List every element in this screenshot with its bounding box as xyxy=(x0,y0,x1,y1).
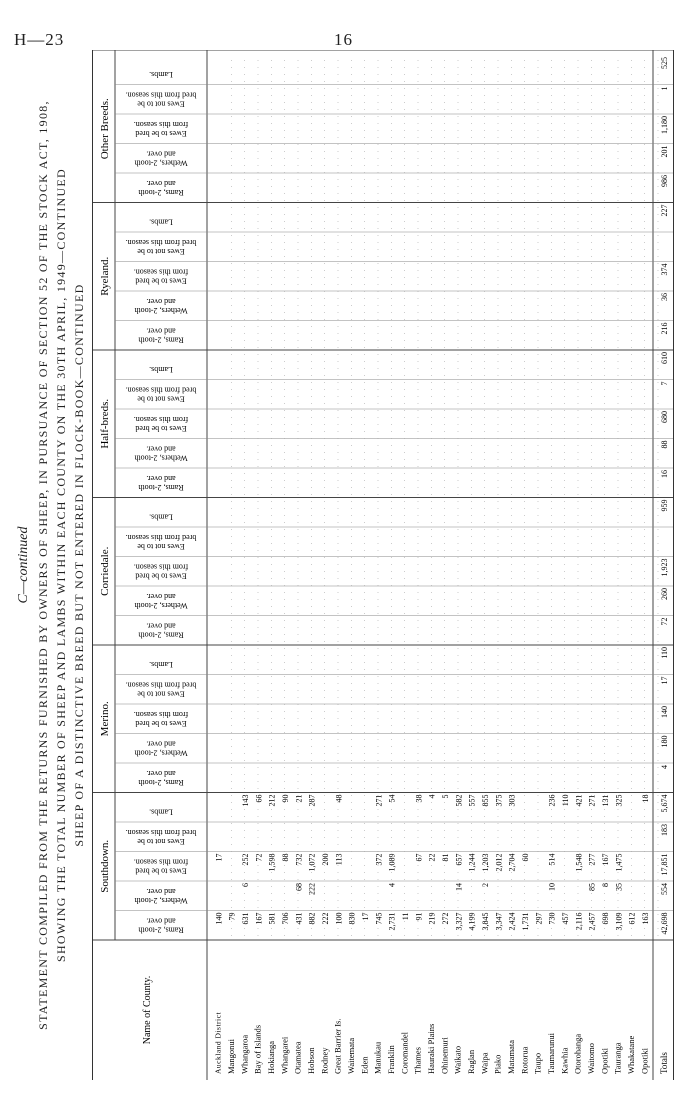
table-cell: 54 xyxy=(387,794,397,803)
table-cell: 325 xyxy=(614,794,624,807)
subcolumn-header-line: Ewes not to be xyxy=(137,689,185,699)
subcolumn-header-line: bred from this season. xyxy=(125,385,197,395)
table-cell: 5 xyxy=(441,794,450,799)
subcolumn-header-line: from this season. xyxy=(133,562,189,572)
county-name: Piako xyxy=(492,1054,503,1074)
subcolumn-header-line: Lambs. xyxy=(149,807,173,817)
table-cell: 1,244 xyxy=(467,853,477,872)
table-cell: 4,199 xyxy=(467,912,477,931)
table-cell: 11 xyxy=(401,912,410,921)
table-cell: 1,089 xyxy=(387,853,397,872)
subcolumn-header xyxy=(138,326,183,344)
subcolumn-header-line: bred from this season. xyxy=(125,827,197,837)
subcolumn-header-line: bred from this season. xyxy=(125,237,197,247)
subcolumn-header xyxy=(126,828,197,846)
table-cell: 35 xyxy=(614,883,624,891)
totals-cell: 374 xyxy=(660,263,669,276)
table-cell: 303 xyxy=(507,794,517,807)
subcolumn-header-line: Lambs. xyxy=(149,512,173,522)
subcolumn-header-line: Wethers, 2-tooth xyxy=(134,895,188,905)
county-name: Waikato xyxy=(452,1045,463,1074)
table-cell: 140 xyxy=(214,912,224,925)
subcolumn-header xyxy=(134,267,188,285)
totals-cell: 554 xyxy=(660,883,669,895)
subcolumn-header-line: and over. xyxy=(146,768,176,778)
table-cell: 81 xyxy=(441,853,450,862)
subcolumn-header-line: Ewes to be bred xyxy=(135,128,187,138)
totals-cell: 17,851 xyxy=(660,853,669,876)
subcolumn-header-line: bred from this season. xyxy=(125,680,197,690)
subcolumn-header-line: from this season. xyxy=(133,267,189,277)
table-cell: 1,203 xyxy=(481,853,490,872)
subcolumn-header xyxy=(134,120,188,138)
county-name: Hokianga xyxy=(266,1040,276,1074)
table-cell: 855 xyxy=(481,794,490,807)
title-line-1: STATEMENT COMPILED FROM THE RETURNS FURNISHED BY OWNERS OF SHEEP, IN PURSUANCE OF SECTION 52 OF THE STOCK ACT, 1908, xyxy=(36,100,50,1030)
totals-cell: 88 xyxy=(660,440,669,449)
county-name: Waitomo xyxy=(586,1043,596,1074)
table-cell: 60 xyxy=(521,853,530,862)
table-cell: 277 xyxy=(587,853,597,866)
table-cell: 38 xyxy=(414,794,424,803)
table-cell: 21 xyxy=(294,794,304,803)
table-cell: 90 xyxy=(281,794,290,803)
subcolumn-header xyxy=(149,807,173,816)
table-cell: 8 xyxy=(601,883,610,887)
table-cell: 85 xyxy=(587,883,597,891)
totals-cell: 1,180 xyxy=(660,116,669,134)
table-cell: 2,012 xyxy=(494,853,504,872)
table-cell: 2,424 xyxy=(507,912,517,931)
totals-cell: 1 xyxy=(660,86,669,91)
table-grid xyxy=(93,50,673,1080)
table-cell: 3,327 xyxy=(454,912,464,931)
subcolumn-header xyxy=(126,90,197,108)
table-cell: 372 xyxy=(374,853,384,866)
table-cell: 18 xyxy=(641,794,650,803)
table-cell: 657 xyxy=(454,853,464,866)
county-name: Thames xyxy=(412,1047,423,1074)
subcolumn-header-line: Wethers, 2-tooth xyxy=(134,158,188,168)
totals-cell: 610 xyxy=(660,352,669,364)
table-cell: 79 xyxy=(227,912,237,921)
table-cell: 732 xyxy=(294,853,304,866)
table-cell: 698 xyxy=(601,912,610,925)
totals-cell: 227 xyxy=(660,204,669,217)
county-name: Hobson xyxy=(306,1047,316,1074)
table-cell: 6 xyxy=(241,883,250,887)
county-header: Name of County. xyxy=(142,975,153,1045)
subcolumn-header-line: Ewes not to be xyxy=(137,394,185,404)
table-cell: 882 xyxy=(307,912,317,925)
totals-cell: 42,698 xyxy=(660,912,669,935)
totals-cell: 180 xyxy=(660,735,669,748)
table-cell: 219 xyxy=(427,912,437,925)
subcolumn-header xyxy=(126,385,197,403)
table-cell: 222 xyxy=(321,912,330,925)
table-cell: 297 xyxy=(534,912,544,925)
subcolumn-header-line: and over. xyxy=(146,886,176,896)
county-name: Otorohanga xyxy=(572,1033,583,1074)
sheep-statistics-table xyxy=(92,50,674,1080)
county-name: Hauraki Plains xyxy=(426,1023,436,1074)
table-cell: 1,475 xyxy=(614,853,624,872)
totals-cell: 72 xyxy=(660,617,669,626)
table-cell: 431 xyxy=(294,912,304,925)
county-name: Great Barrier Is. xyxy=(332,1018,343,1074)
subcolumn-header xyxy=(126,238,197,256)
table-cell: 514 xyxy=(547,853,557,866)
table-cell: 457 xyxy=(561,912,570,925)
county-name: Rodney xyxy=(319,1047,330,1074)
table-cell: 163 xyxy=(641,912,650,925)
totals-cell: 140 xyxy=(660,706,669,718)
subcolumn-header-line: from this season. xyxy=(133,709,189,719)
table-cell: 1,731 xyxy=(521,912,530,931)
subcolumn-header-line: Wethers, 2-tooth xyxy=(134,600,188,610)
table-cell: 3,347 xyxy=(494,912,504,931)
group-header: Other Breeds. xyxy=(99,98,111,160)
subcolumn-header-line: Wethers, 2-tooth xyxy=(134,305,188,315)
subcolumn-header-line: from this season. xyxy=(133,414,189,424)
document-code: H—23 xyxy=(14,30,65,49)
subcolumn-header xyxy=(138,916,183,934)
subcolumn-header-line: and over. xyxy=(146,326,176,336)
subcolumn-header xyxy=(126,680,197,698)
county-name: Whangarei xyxy=(279,1036,290,1074)
totals-cell: 680 xyxy=(660,411,669,423)
group-header: Southdown. xyxy=(99,839,111,893)
rotated-statement xyxy=(14,50,694,1080)
subcolumn-header-line: Ewes to be bred xyxy=(135,276,187,286)
totals-cell: 525 xyxy=(660,57,669,69)
subcolumn-header xyxy=(138,179,183,197)
table-cell: 3,845 xyxy=(481,912,490,931)
subcolumn-header xyxy=(134,887,187,905)
table-cell: 4 xyxy=(387,883,397,887)
county-name: Manukau xyxy=(372,1041,383,1074)
county-name: Rotorua xyxy=(519,1046,530,1074)
subcolumn-header xyxy=(149,365,173,374)
county-name: Mangonui xyxy=(226,1039,236,1074)
subcolumn-header-line: and over. xyxy=(146,178,176,188)
subcolumn-header-line: from this season. xyxy=(133,119,189,129)
subcolumn-header xyxy=(134,857,188,875)
subcolumn-header-line: Ewes to be bred xyxy=(135,718,187,728)
totals-cell: 4 xyxy=(660,765,669,769)
table-cell: 17 xyxy=(361,912,370,921)
subcolumn-header-line: Rams, 2-tooth xyxy=(138,777,184,787)
table-cell: 167 xyxy=(601,853,610,866)
county-name: Waitemata xyxy=(346,1037,356,1074)
table-cell: 2,704 xyxy=(507,853,517,872)
subcolumn-header xyxy=(134,562,188,580)
table-cell: 730 xyxy=(547,912,557,925)
county-name: Tauranga xyxy=(612,1042,623,1074)
table-cell: 2,457 xyxy=(587,912,597,931)
county-name: Coromandel xyxy=(399,1031,410,1074)
table-cell: 48 xyxy=(334,794,344,803)
table-cell: 131 xyxy=(601,794,610,807)
subcolumn-header-line: Wethers, 2-tooth xyxy=(134,453,188,463)
table-cell: 212 xyxy=(267,794,277,807)
subcolumn-header xyxy=(134,149,187,167)
group-header: Half-breds. xyxy=(99,398,111,449)
totals-cell: 260 xyxy=(660,588,669,600)
subcolumn-header xyxy=(149,660,173,669)
subcolumn-header-line: bred from this season. xyxy=(125,90,197,100)
group-header: Merino. xyxy=(99,701,111,737)
county-name: Kawhia xyxy=(559,1047,570,1074)
totals-cell: 17 xyxy=(660,676,669,685)
county-name: Waipa xyxy=(479,1052,490,1074)
table-cell: 10 xyxy=(547,883,557,891)
county-name: Otamatea xyxy=(292,1041,303,1074)
table-cell: 1,072 xyxy=(307,853,317,872)
table-cell: 830 xyxy=(347,912,357,925)
table-cell: 91 xyxy=(414,912,424,921)
county-name: Whakatane xyxy=(626,1035,636,1074)
subcolumn-header-line: from this season. xyxy=(133,857,189,867)
subcolumn-header-line: Ewes not to be xyxy=(137,541,185,551)
table-cell: 110 xyxy=(561,794,570,807)
table-cell: 745 xyxy=(374,912,384,925)
totals-cell: 36 xyxy=(660,293,669,301)
subcolumn-header xyxy=(138,621,183,639)
subcolumn-header-line: Ewes not to be xyxy=(137,836,185,846)
subcolumn-header-line: and over. xyxy=(146,621,176,631)
county-name: Whangaroa xyxy=(239,1034,250,1074)
subcolumn-header xyxy=(134,415,188,433)
totals-cell: 7 xyxy=(660,381,669,386)
table-cell: 557 xyxy=(467,794,477,807)
table-cell: 375 xyxy=(494,794,504,807)
table-cell: 68 xyxy=(294,883,304,891)
table-cell: 287 xyxy=(307,794,317,807)
subcolumn-header-line: Ewes not to be xyxy=(137,99,185,109)
table-cell: 72 xyxy=(254,853,264,862)
table-cell: 631 xyxy=(241,912,250,925)
table-cell: 67 xyxy=(414,853,424,862)
subcolumn-header xyxy=(134,444,187,462)
totals-cell: 216 xyxy=(660,322,669,335)
subcolumn-header-line: and over. xyxy=(146,296,176,306)
group-header: Ryeland. xyxy=(99,256,111,296)
county-name: Bay of Islands xyxy=(252,1024,263,1074)
table-cell: 113 xyxy=(334,853,344,866)
totals-cell: 1,923 xyxy=(660,558,669,577)
table-cell: 17 xyxy=(214,853,224,862)
subcolumn-header-line: and over. xyxy=(146,591,176,601)
subcolumn-header xyxy=(149,217,173,226)
subcolumn-header xyxy=(138,474,183,492)
title-line-3: SHEEP OF A DISTINCTIVE BREED BUT NOT ENTERED IN FLOCK-BOOK—CONTINUED xyxy=(72,283,86,847)
table-cell: 200 xyxy=(321,853,330,866)
county-name: Taumarunui xyxy=(546,1033,556,1074)
table-cell: 143 xyxy=(241,794,250,807)
table-cell: 272 xyxy=(441,912,450,925)
table-cell: 236 xyxy=(547,794,557,807)
table-cell: 252 xyxy=(241,853,250,866)
totals-cell: 959 xyxy=(660,499,669,512)
subcolumn-header-line: Rams, 2-tooth xyxy=(138,187,184,197)
totals-cell: 201 xyxy=(660,145,669,158)
subcolumn-header-line: and over. xyxy=(146,473,176,483)
subcolumn-header-line: bred from this season. xyxy=(125,532,197,542)
totals-cell: 5,674 xyxy=(660,794,669,813)
subcolumn-header xyxy=(126,533,197,551)
subcolumn-header-line: Wethers, 2-tooth xyxy=(134,748,188,758)
subcolumn-header-line: and over. xyxy=(146,916,176,926)
subcolumn-header-line: and over. xyxy=(146,444,176,454)
table-cell: 612 xyxy=(627,912,637,925)
table-cell: 1,548 xyxy=(574,853,584,872)
section-label: C—continued xyxy=(16,526,31,604)
county-name: Raglan xyxy=(466,1049,476,1074)
totals-cell: 986 xyxy=(660,175,669,187)
table-cell: 4 xyxy=(427,794,437,799)
subcolumn-header-line: Lambs. xyxy=(149,69,173,79)
subcolumn-header-line: Ewes to be bred xyxy=(135,571,187,581)
county-name: Opotiki xyxy=(639,1048,650,1074)
subcolumn-header-line: Ewes to be bred xyxy=(135,423,187,433)
table-cell: 66 xyxy=(254,794,264,803)
totals-cell: 183 xyxy=(660,824,669,836)
county-name: Taupo xyxy=(532,1052,543,1074)
subcolumn-header-line: Rams, 2-tooth xyxy=(138,630,184,640)
table-cell: 22 xyxy=(427,853,437,862)
subcolumn-header-line: Lambs. xyxy=(149,659,173,669)
table-cell: 14 xyxy=(454,883,464,891)
table-cell: 2,116 xyxy=(574,912,584,931)
table-cell: 2 xyxy=(481,883,490,887)
table-cell: 88 xyxy=(281,853,290,862)
table-cell: 421 xyxy=(574,794,584,807)
subcolumn-header-line: Ewes not to be xyxy=(137,246,185,256)
table-cell: 222 xyxy=(307,883,317,895)
table-cell: 3,109 xyxy=(614,912,624,931)
totals-cell: 16 xyxy=(660,470,669,478)
subcolumn-header xyxy=(138,769,183,787)
subcolumn-header-line: and over. xyxy=(146,739,176,749)
table-cell: 582 xyxy=(454,794,464,807)
group-header: Corriedale. xyxy=(99,546,111,596)
table-cell: 2,731 xyxy=(387,912,397,931)
county-name: Ohinemuri xyxy=(439,1037,450,1074)
table-cell: 100 xyxy=(334,912,344,925)
table-cell: 1,598 xyxy=(267,853,277,872)
subcolumn-header xyxy=(134,297,187,315)
table-cell: 271 xyxy=(374,794,384,807)
county-name: Opotiki xyxy=(599,1048,610,1074)
district-label: Auckland District xyxy=(213,1011,223,1074)
county-name: Matamata xyxy=(506,1040,516,1074)
subcolumn-header-line: and over. xyxy=(146,149,176,159)
county-name: Franklin xyxy=(386,1045,396,1074)
page-number: 16 xyxy=(334,30,353,49)
totals-cell: 110 xyxy=(660,647,669,659)
title-line-2: SHOWING THE TOTAL NUMBER OF SHEEP AND LAMBS WITHIN EACH COUNTY ON THE 30TH APRIL, 1949—CONTINUED xyxy=(54,167,68,963)
subcolumn-header xyxy=(134,739,187,757)
table-cell: 706 xyxy=(281,912,290,925)
subcolumn-header xyxy=(149,512,173,521)
subcolumn-header-line: Lambs. xyxy=(149,364,173,374)
subcolumn-header-line: Lambs. xyxy=(149,217,173,227)
subcolumn-header-line: Rams, 2-tooth xyxy=(138,482,184,492)
subcolumn-header xyxy=(134,710,188,728)
table-cell: 581 xyxy=(267,912,277,925)
subcolumn-header-line: Rams, 2-tooth xyxy=(138,925,184,935)
subcolumn-header xyxy=(149,70,173,79)
totals-label: Totals xyxy=(659,1052,669,1074)
subcolumn-header xyxy=(134,592,187,610)
subcolumn-header-line: Rams, 2-tooth xyxy=(138,335,184,345)
county-name: Eden xyxy=(359,1056,370,1074)
table-cell: 167 xyxy=(254,912,264,925)
table-cell: 271 xyxy=(587,794,597,807)
subcolumn-header-line: Ewes to be bred xyxy=(135,866,187,876)
